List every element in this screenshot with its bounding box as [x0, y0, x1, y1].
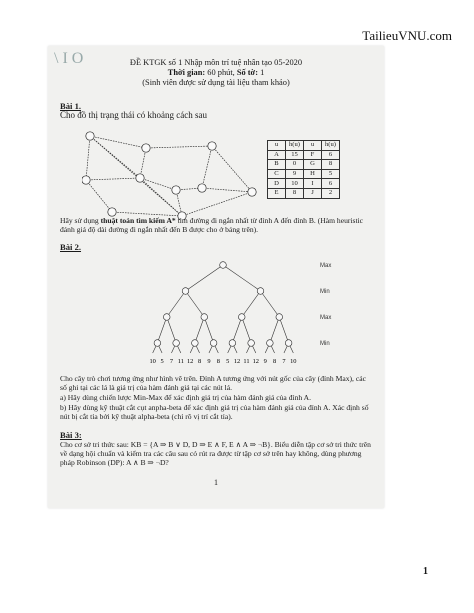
exam-title: ĐỀ KTGK số 1 Nhập môn trí tuệ nhân tạo 05-2020 [129, 58, 303, 67]
leaf-value: 10 [290, 358, 297, 365]
q3-text: Cho cơ sở tri thức sau: KB = {A ⇒ B ∨ D, D ⇒ E ∧ F, E ∧ A ⇒ ¬B}. Biểu diễn tập cơ sở tri thức trên về dạng hội chuẩn và kiểm tra các câu sau có rút ra được từ tập cơ sở trên hay không, dùng phương pháp Robinson (DP): A ∧ B ⇒ ¬D? [60, 440, 371, 467]
table-cell: J [304, 188, 322, 198]
table-cell: D [268, 179, 286, 189]
tree-edge [261, 291, 280, 317]
leaf-value: 8 [272, 358, 277, 365]
tree-node [201, 314, 208, 321]
table-cell: I [304, 179, 322, 189]
q1-task-rest: tìm đường đi ngắn nhất từ đỉnh A đến đỉnh B. (Hàm heuristic đánh giá độ dài đường đi ngắn nhất đến B được cho ở bảng trên). [60, 216, 364, 234]
leaf-value: 11 [177, 358, 184, 365]
level-label: Max [320, 315, 332, 321]
tree-node [267, 340, 274, 347]
q1-title: Bài 1. [60, 101, 82, 111]
tree-edge [204, 317, 213, 343]
tree-node [238, 314, 245, 321]
tree-edge [223, 265, 261, 291]
table-row [268, 160, 340, 170]
q2-title: Bài 2. [60, 242, 82, 252]
table-cell: H [304, 169, 322, 179]
leaf-value: 10 [149, 358, 156, 365]
leaf-value: 8 [197, 358, 202, 365]
table-cell: 2 [322, 188, 340, 198]
table-cell: 5 [322, 169, 340, 179]
leaf-value: 11 [243, 358, 250, 365]
time-value: 60 phút, [207, 68, 235, 77]
table-cell: 6 [322, 150, 340, 160]
tree-node [285, 340, 292, 347]
table-cell: 9 [286, 169, 304, 179]
exam-time-line [48, 68, 384, 78]
tree-edge [186, 265, 224, 291]
tree-edge [270, 317, 279, 343]
level-label: Max [320, 263, 332, 269]
q2-intro: Cho cây trò chơi tương ứng như hình vẽ trên. Đỉnh A tương ứng với nút gốc của cây (đỉnh Max), các số ghi tại các lá là giá trị của hàm đánh giá tại các nút lá. [60, 374, 366, 392]
table-cell: E [268, 188, 286, 198]
tree-edge [232, 317, 241, 343]
level-label: Min [320, 341, 330, 347]
game-tree [48, 251, 384, 369]
sheet-page-number: 1 [214, 478, 218, 487]
q1-intro: Cho đồ thị trạng thái có khoảng cách sau [60, 110, 207, 120]
tree-node [276, 314, 283, 321]
tree-node [248, 340, 255, 347]
leaf-value: 7 [282, 358, 286, 365]
table-header-row [268, 141, 340, 151]
table-cell: 8 [322, 160, 340, 170]
tree-node [173, 340, 180, 347]
level-label: Min [320, 289, 330, 295]
leaf-value: 8 [216, 358, 220, 365]
q1-task-bold: thuật toán tìm kiếm A* [100, 216, 176, 225]
table-row [268, 179, 340, 189]
q1-task-prefix: Hãy sử dụng [60, 216, 99, 225]
tree-node [182, 288, 189, 295]
tree-edge [242, 291, 261, 317]
leaf-value: 7 [169, 358, 174, 365]
table-cell: 8 [286, 188, 304, 198]
tree-node [229, 340, 236, 347]
tree-edge [242, 317, 251, 343]
tree-edge [157, 317, 166, 343]
table-cell: B [268, 160, 286, 170]
tree-edge [167, 291, 186, 317]
exam-note: (Sinh viên được sử dụng tài liệu tham khảo) [142, 78, 290, 87]
leaf-value: 9 [263, 358, 267, 365]
tree-edge [167, 317, 176, 343]
heuristic-table [267, 140, 340, 199]
tree-node [257, 288, 264, 295]
q2-part-b: b) Hãy dùng kỹ thuật cắt cụt anpha-beta để xác định giá trị của hàm đánh giá của đỉnh A. Xác định số nút bị cắt tỉa bởi kỹ thuật alpha-beta (chỉ rõ vị trí cắt tỉa). [60, 403, 369, 421]
tree-edge [279, 317, 288, 343]
table-row [268, 188, 340, 198]
q3-title: Bài 3: [60, 430, 82, 440]
code-value: 1 [260, 68, 265, 77]
table-row [268, 150, 340, 160]
pencil-scribble: \ I O [54, 50, 84, 67]
page-number: 1 [423, 566, 428, 577]
table-cell: A [268, 150, 286, 160]
table-cell: G [304, 160, 322, 170]
table-cell: 0 [286, 160, 304, 170]
q2-part-a: a) Hãy dùng chiến lược Min-Max để xác định giá trị của hàm đánh giá của đỉnh A. [60, 393, 312, 402]
time-label: Thời gian: [167, 68, 206, 77]
tree-node [154, 340, 161, 347]
table-row [268, 169, 340, 179]
site-watermark: TailieuVNU.com [362, 28, 452, 43]
leaf-value: 5 [226, 358, 230, 365]
tree-node [220, 262, 227, 269]
tree-node [210, 340, 217, 347]
table-header-cell: u [304, 141, 322, 151]
code-label: Số tờ: [236, 68, 258, 77]
leaf-value: 12 [252, 358, 260, 365]
table-cell: C [268, 169, 286, 179]
exam-sheet [48, 46, 384, 508]
tree-edge [195, 317, 204, 343]
leaf-value: 9 [207, 358, 211, 365]
table-header-cell: u [268, 141, 286, 151]
table-cell: 6 [322, 179, 340, 189]
tree-node [163, 314, 170, 321]
leaf-value: 12 [186, 358, 194, 365]
state-graph [82, 128, 262, 220]
table-cell: F [304, 150, 322, 160]
table-header-cell: h(u) [286, 141, 304, 151]
table-header-cell: h(u) [322, 141, 340, 151]
q1-task [60, 216, 372, 234]
leaf-value: 5 [160, 358, 164, 365]
table-cell: 10 [286, 179, 304, 189]
table-cell: 15 [286, 150, 304, 160]
tree-node [192, 340, 199, 347]
leaf-value: 12 [233, 358, 241, 365]
tree-edge [186, 291, 205, 317]
